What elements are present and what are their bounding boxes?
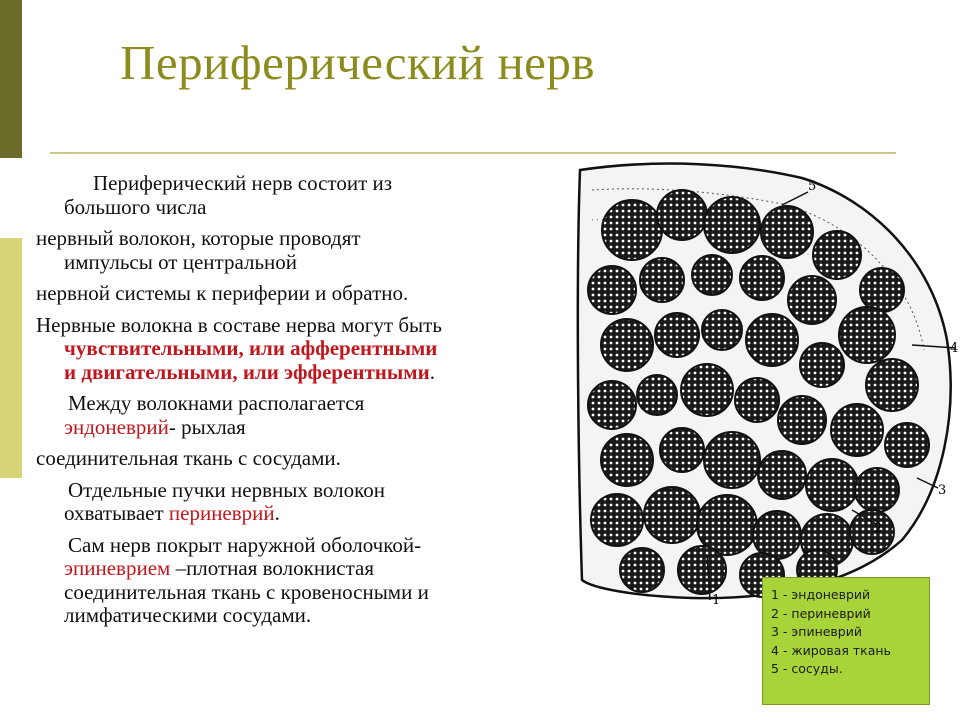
figure-label-5: 5	[808, 179, 817, 194]
text-line	[36, 416, 576, 440]
text-line: нервной системы к периферии и обратно.	[36, 281, 409, 305]
nerve-bundle	[800, 343, 844, 387]
nerve-bundle	[761, 206, 813, 258]
side-bar-dark	[0, 0, 22, 158]
text-line: соединительная ткань с кровеносными и	[64, 579, 429, 604]
figure-label-3: 3	[938, 483, 947, 498]
nerve-bundle	[640, 258, 684, 302]
nerve-bundle	[644, 487, 700, 543]
nerve-bundle	[620, 548, 664, 592]
term-perineurium: периневрий	[168, 501, 275, 525]
nerve-bundle	[860, 268, 904, 312]
text-line: Отдельные пучки нервных волокон	[68, 477, 385, 502]
title-divider	[50, 152, 896, 154]
text-span: охватывает	[64, 501, 169, 525]
text-line: соединительная ткань с сосудами.	[36, 446, 341, 470]
nerve-bundle	[788, 276, 836, 324]
legend-box	[762, 577, 930, 705]
text-line	[36, 361, 576, 385]
highlight-efferent: и двигательными, или эфферентными	[64, 359, 430, 384]
text-punct: .	[429, 359, 435, 384]
legend-item: 3 - эпиневрий	[771, 624, 862, 639]
legend-item: 1 - эндоневрий	[771, 587, 871, 602]
text-span: –плотная волокнистая	[170, 556, 375, 580]
nerve-bundle	[855, 468, 899, 512]
text-line: большого числа	[64, 194, 207, 219]
nerve-bundle	[813, 231, 861, 279]
nerve-bundle	[692, 255, 732, 295]
body-text	[36, 172, 576, 628]
term-endoneurium: эндоневрий	[64, 414, 169, 439]
highlight-afferent: чувствительными, или афферентными	[64, 336, 438, 360]
legend-item: 4 - жировая ткань	[771, 642, 891, 658]
nerve-bundle	[850, 510, 894, 554]
nerve-bundle	[660, 428, 704, 472]
nerve-bundle	[601, 319, 653, 371]
text-line	[36, 337, 576, 361]
text-line: Периферический нерв состоит из	[93, 171, 393, 195]
nerve-bundle	[704, 432, 760, 488]
nerve-bundle	[885, 423, 929, 467]
nerve-bundle	[602, 200, 662, 260]
legend-item: 5 - сосуды.	[771, 661, 843, 676]
text-line	[36, 502, 576, 526]
nerve-bundle	[681, 364, 733, 416]
nerve-bundle	[704, 197, 760, 253]
text-span: - рыхлая	[168, 414, 246, 439]
text-line: Между волокнами располагается	[68, 391, 365, 415]
nerve-bundle	[702, 310, 742, 350]
nerve-bundle	[839, 307, 895, 363]
text-line: импульсы от центральной	[64, 249, 297, 274]
text-line: лимфатическими сосудами.	[64, 603, 312, 627]
nerve-bundle	[735, 378, 779, 422]
legend-item: 2 - периневрий	[771, 605, 871, 621]
slide-title: Периферический нерв	[120, 35, 596, 90]
nerve-cross-section-illustration	[572, 160, 960, 610]
nerve-bundle	[758, 451, 806, 499]
nerve-bundle	[740, 256, 784, 300]
nerve-bundle	[601, 434, 653, 486]
text-line: Сам нерв покрыт наружной оболочкой-	[68, 532, 422, 557]
nerve-bundle	[588, 381, 636, 429]
nerve-bundle	[806, 459, 858, 511]
nerve-bundle	[831, 404, 883, 456]
side-bar-white	[0, 158, 22, 238]
nerve-bundle	[591, 494, 643, 546]
side-bar-light	[0, 238, 22, 478]
nerve-bundle	[746, 314, 798, 366]
nerve-bundle	[637, 375, 677, 415]
nerve-bundle	[657, 190, 707, 240]
nerve-bundle	[866, 359, 918, 411]
text-line: нервный волокон, которые проводят	[36, 226, 361, 250]
nerve-bundle	[753, 511, 801, 559]
nerve-bundle	[655, 313, 699, 357]
nerve-bundle	[778, 396, 826, 444]
figure-label-4: 4	[950, 341, 959, 356]
figure-label-2: 2	[874, 521, 883, 536]
nerve-bundle	[678, 546, 726, 594]
text-line: Нервные волокна в составе нерва могут быть	[36, 312, 442, 337]
text-punct: .	[274, 501, 280, 525]
term-epineurium: эпиневрием	[64, 556, 171, 580]
nerve-bundle	[588, 266, 636, 314]
text-line	[36, 557, 576, 581]
side-bar-white-bottom	[0, 478, 22, 720]
figure-label-1: 1	[712, 593, 721, 608]
